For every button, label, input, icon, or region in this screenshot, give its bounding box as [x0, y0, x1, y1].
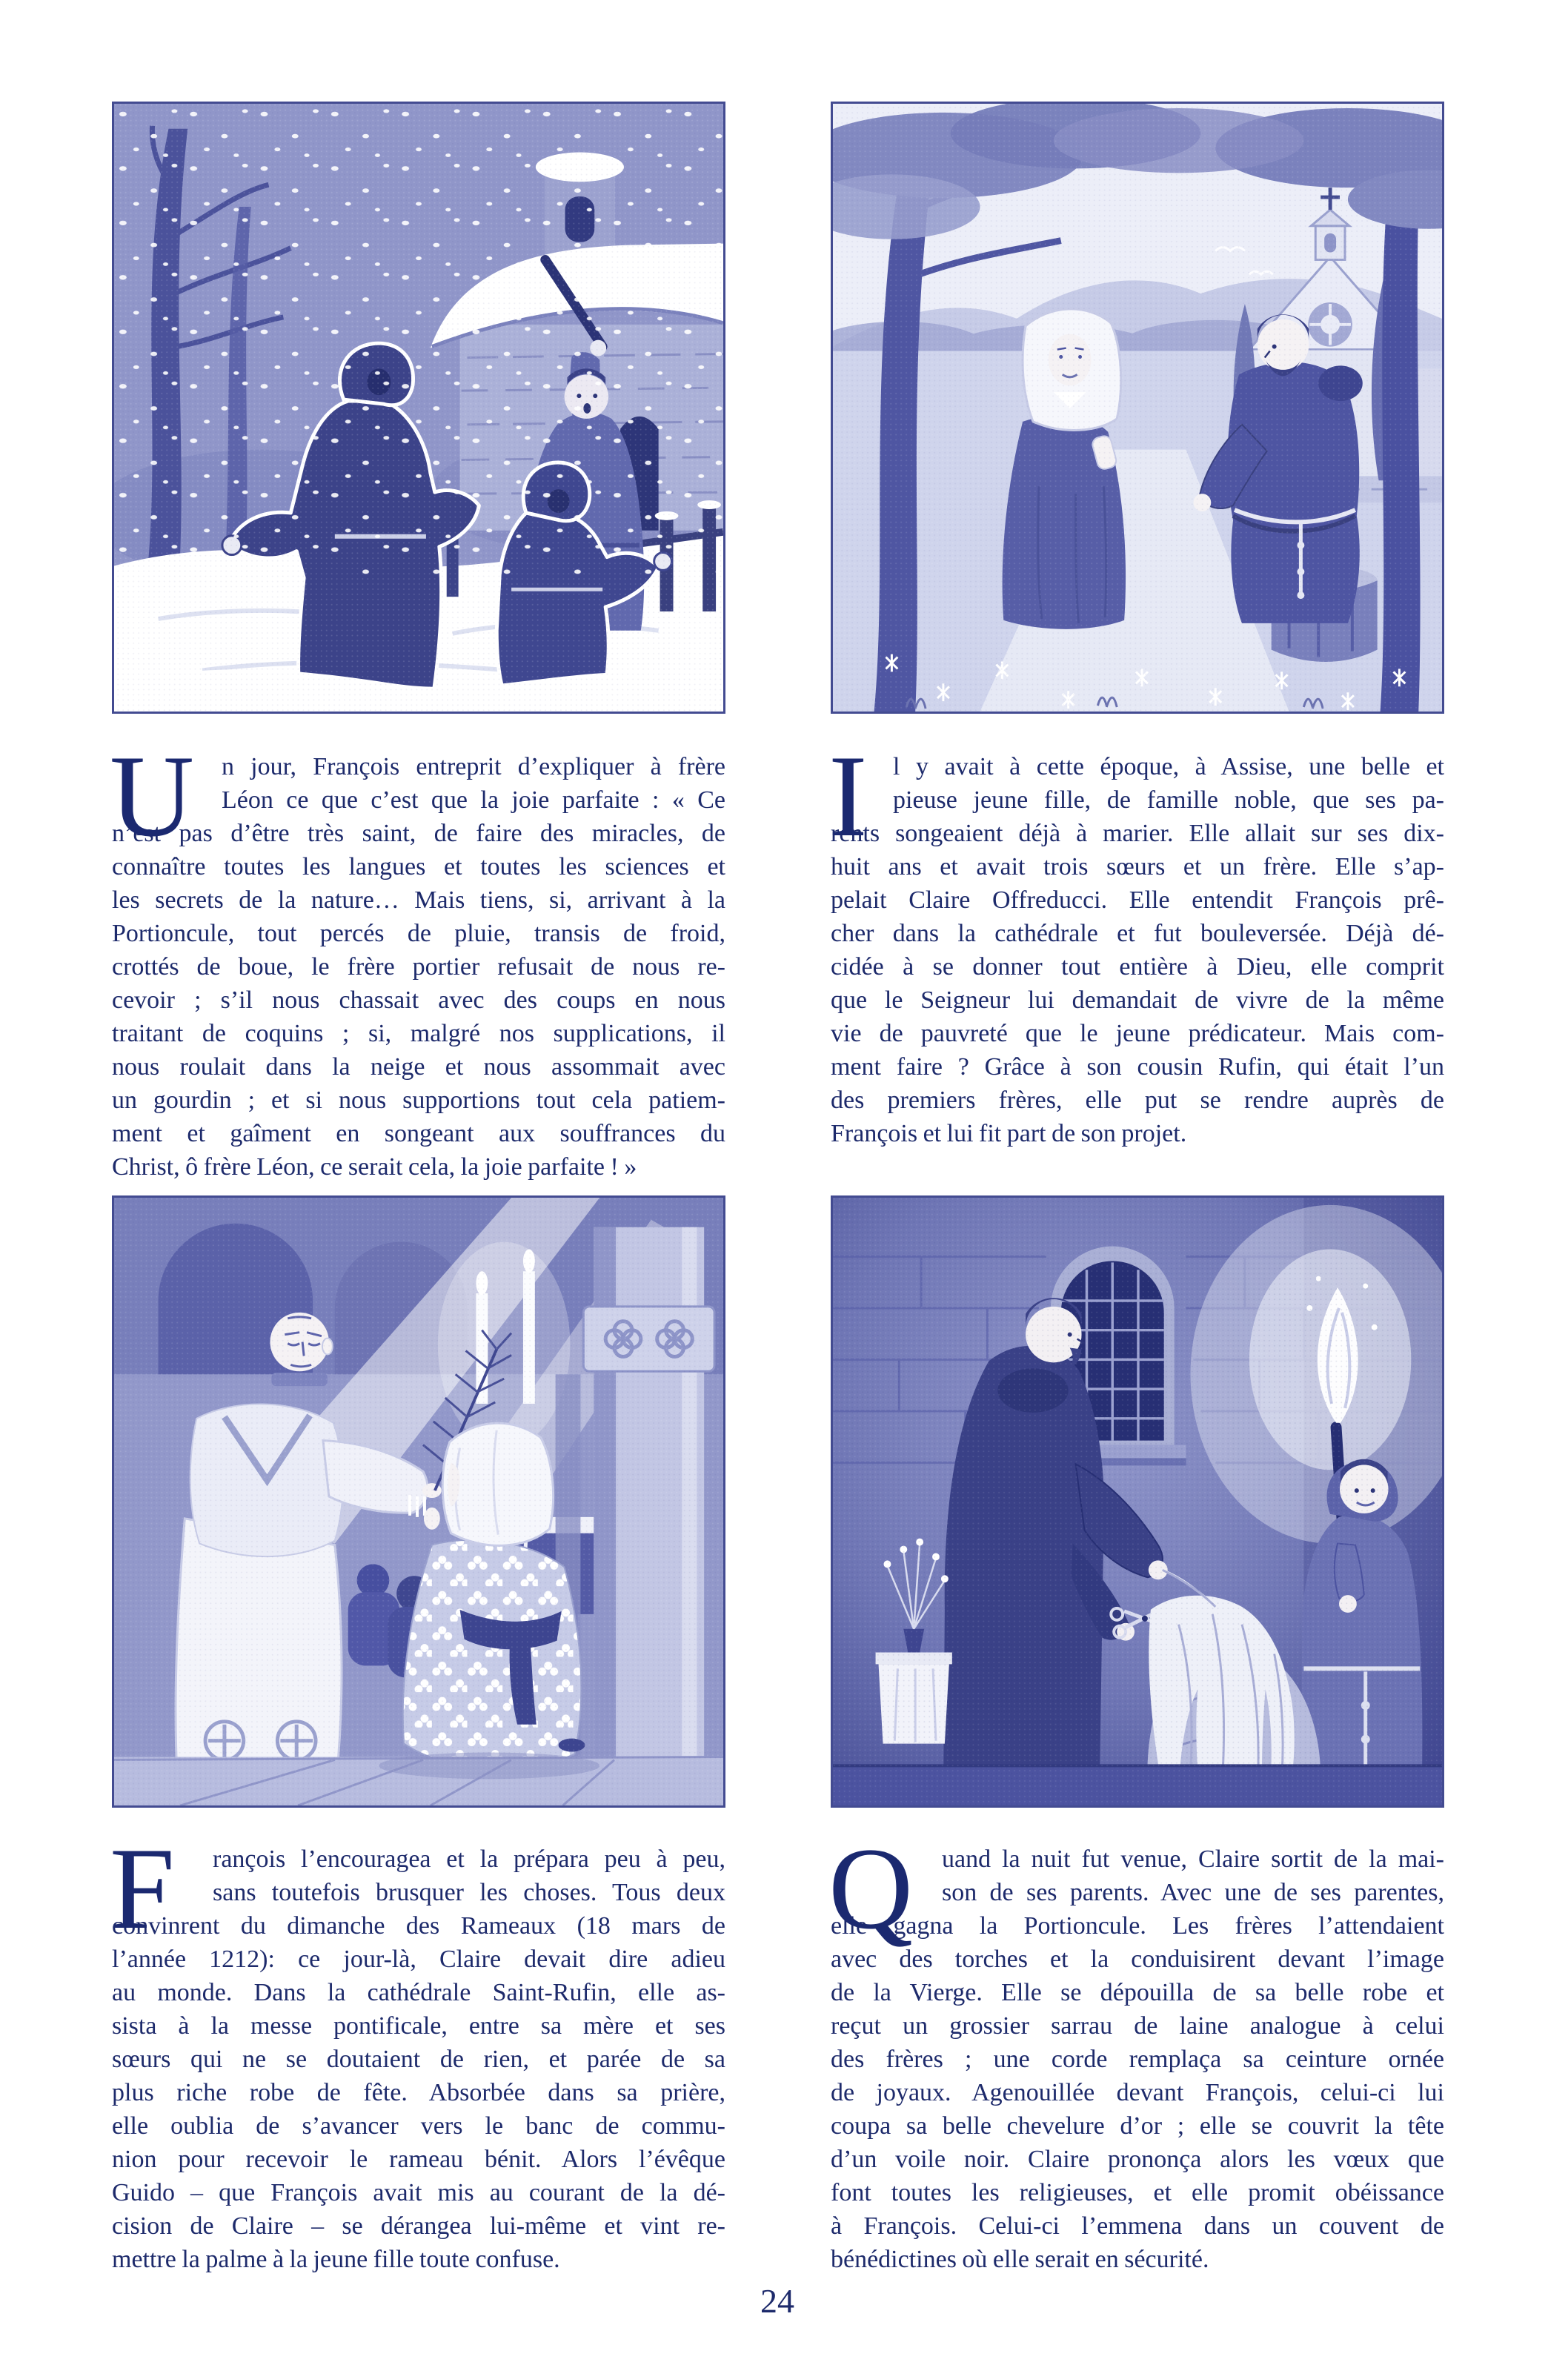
- dropcap-initial: I: [828, 732, 868, 861]
- night-scene: [833, 1198, 1442, 1805]
- text-line: connaître toutes les langues et toutes les sciences et: [112, 853, 725, 880]
- text-line: plus riche robe de fête. Absorbée dans sa prière,: [112, 2079, 725, 2106]
- snow-scene: [114, 104, 723, 712]
- text-line: à François. Celui-ci l’emmena dans un couvent de: [831, 2212, 1444, 2240]
- text-line: l’année 1212): ce jour-là, Claire devait dire adieu: [112, 1946, 725, 1973]
- text-line: elle gagna la Portioncule. Les frères l’attendaient: [831, 1912, 1444, 1940]
- paragraph-lines: [112, 750, 725, 1184]
- text-line: pelait Claire Offreducci. Elle entendit François prê-: [831, 886, 1444, 914]
- halftone-texture: [114, 1198, 723, 1805]
- halftone-texture: [833, 104, 1442, 712]
- text-line: reçut un grossier sarrau de laine analogue à celui: [831, 2012, 1444, 2040]
- text-line: font toutes les religieuses, et elle promit obéissance: [831, 2179, 1444, 2206]
- text-line: rançois l’encouragea et la prépara peu à peu,: [213, 1845, 725, 1873]
- text-line: rents songeaient déjà à marier. Elle allait sur ses dix-: [831, 820, 1444, 847]
- paragraph-lines: [831, 750, 1444, 1150]
- text-line: d’un voile noir. Claire prononça alors les vœux que: [831, 2146, 1444, 2173]
- text-line: cidée à se donner tout entière à Dieu, elle comprit: [831, 953, 1444, 981]
- text-line: n jour, François entreprit d’expliquer à frère: [222, 753, 725, 780]
- text-line: mettre la palme à la jeune fille toute confuse.: [112, 2246, 560, 2273]
- text-line: son de ses parents. Avec une de ses parentes,: [942, 1879, 1444, 1906]
- text-line: n’est pas d’être très saint, de faire des miracles, de: [112, 820, 725, 847]
- story-paragraph-palm-sunday: [110, 1824, 725, 2276]
- illustration-friars-beaten-in-snow: [112, 102, 725, 714]
- story-paragraph-perfect-joy: [110, 732, 725, 1184]
- text-line: coupa sa belle chevelure d’or ; elle se couvrit la tête: [831, 2112, 1444, 2140]
- text-line: huit ans et avait trois sœurs et un frère. Elle s’ap-: [831, 853, 1444, 880]
- text-line: Portioncule, tout percés de pluie, transis de froid,: [112, 920, 725, 947]
- text-line: les secrets de la nature… Mais tiens, si, arrivant à la: [112, 886, 725, 914]
- dropcap-initial: U: [110, 732, 195, 861]
- garden-scene: [833, 104, 1442, 712]
- paragraph-lines: [831, 1843, 1444, 2276]
- text-line: vie de pauvreté que le jeune prédicateur. Mais com-: [831, 1020, 1444, 1047]
- text-line: convinrent du dimanche des Rameaux (18 mars de: [112, 1912, 725, 1940]
- text-line: François et lui fit part de son projet.: [831, 1120, 1187, 1147]
- paragraph-lines: [112, 1843, 725, 2276]
- text-line: pieuse jeune fille, de famille noble, que ses pa-: [893, 786, 1444, 814]
- text-line: nion pour recevoir le rameau bénit. Alors l’évêque: [112, 2146, 725, 2173]
- text-line: sista à la messe pontificale, entre sa mère et ses: [112, 2012, 725, 2040]
- cathedral-scene: [114, 1198, 723, 1805]
- text-line: crottés de boue, le frère portier refusait de nous re-: [112, 953, 725, 981]
- text-line: nous roulait dans la neige et nous assommait avec: [112, 1053, 725, 1081]
- text-line: cision de Claire – se dérangea lui-même et vint re-: [112, 2212, 725, 2240]
- text-line: au monde. Dans la cathédrale Saint-Rufin, elle as-: [112, 1979, 725, 2006]
- text-line: bénédictines où elle serait en sécurité.: [831, 2246, 1209, 2273]
- dropcap-initial: Q: [828, 1824, 914, 1954]
- text-line: sans toutefois brusquer les choses. Tous deux: [213, 1879, 725, 1906]
- text-line: cher dans la cathédrale et fut bouleversée. Déjà dé-: [831, 920, 1444, 947]
- text-line: de la Vierge. Elle se dépouilla de sa belle robe et: [831, 1979, 1444, 2006]
- text-line: avec des torches et la conduisirent devant l’image: [831, 1946, 1444, 1973]
- halftone-texture: [833, 1198, 1442, 1805]
- text-line: des frères ; une corde remplaça sa ceinture ornée: [831, 2046, 1444, 2073]
- text-line: cevoir ; s’il nous chassait avec des coups en nous: [112, 986, 725, 1014]
- text-line: Christ, ô frère Léon, ce serait cela, la joie parfaite ! »: [112, 1153, 637, 1181]
- text-line: l y avait à cette époque, à Assise, une belle et: [893, 753, 1444, 780]
- story-paragraph-claire-intro: [828, 732, 1444, 1150]
- text-line: traitant de coquins ; si, malgré nos supplications, il: [112, 1020, 725, 1047]
- illustration-claire-meets-francois: [831, 102, 1444, 714]
- text-line: de joyaux. Agenouillée devant François, celui-ci lui: [831, 2079, 1444, 2106]
- text-line: ment et gaîment en songeant aux souffrances du: [112, 1120, 725, 1147]
- text-line: que le Seigneur lui demandait de vivre de la même: [831, 986, 1444, 1014]
- illustration-palm-sunday-cathedral: [112, 1195, 725, 1808]
- halftone-texture: [114, 104, 723, 712]
- text-line: Léon ce que c’est que la joie parfaite : « Ce: [222, 786, 725, 814]
- dropcap-initial: F: [110, 1824, 175, 1954]
- text-line: uand la nuit fut venue, Claire sortit de la mai-: [942, 1845, 1444, 1873]
- text-line: sœurs qui ne se doutaient de rien, et parée de sa: [112, 2046, 725, 2073]
- text-line: Guido – que François avait mis au courant de la dé-: [112, 2179, 725, 2206]
- story-paragraph-night-departure: [828, 1824, 1444, 2276]
- text-line: ment faire ? Grâce à son cousin Rufin, qui était l’un: [831, 1053, 1444, 1081]
- text-line: elle oublia de s’avancer vers le banc de commu-: [112, 2112, 725, 2140]
- text-line: un gourdin ; et si nous supportions tout cela patiem-: [112, 1087, 725, 1114]
- text-line: des premiers frères, elle put se rendre auprès de: [831, 1087, 1444, 1114]
- page-number: 24: [760, 2282, 794, 2320]
- illustration-night-tonsure: [831, 1195, 1444, 1808]
